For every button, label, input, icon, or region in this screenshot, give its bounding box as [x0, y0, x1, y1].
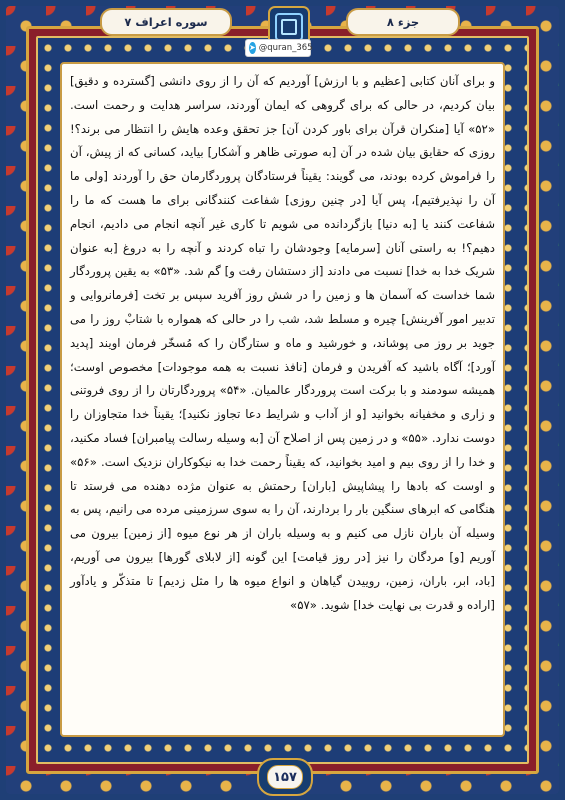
juz-label: جزء ۸ — [346, 8, 460, 36]
page-number-badge — [257, 758, 313, 796]
telegram-icon: ➤ — [249, 43, 256, 52]
surah-label: سوره اعراف ۷ — [100, 8, 232, 36]
channel-handle-badge[interactable] — [245, 39, 311, 57]
page-number: ۱۵۷ — [267, 765, 303, 789]
translation-text-panel — [60, 62, 505, 737]
logo-pattern-icon — [275, 13, 303, 41]
header-band — [60, 8, 505, 34]
translation-paragraph: و برای آنان کتابی [عظیم و با ارزش] آوردیم که آن را از روی دانشی [گسترده و دقیق] بیان کردیم، در حالی که برای گروهی که ایمان آوردند، سراسر هدایت و رحمت است. «۵۲» آیا [منکران قرآن برای باور کردن آن] جز تحقق وعده هایش را انتظار می برند؟! روزی که حقایق بیان شده در آن [به صورتی ظاهر و آشکار] بیاید، کسانی که از پیش، آن را فراموش کرده بودند، می گویند: یقیناً فرستادگان پروردگارمان حق را آوردند [ولی ما آن را نپذیرفتیم]، پس آیا [در چنین روزی] شفاعت کنندگانی برای ما هست که ما را شفاعت کنند یا [به دنیا] بازگردانده می شویم تا کاری غیر آنچه انجام می دادیم، انجام دهیم؟! به راستی آنان [سرمایه] وجودشان را تباه کردند و آنچه را به دروغ [به عنوان شریک خدا به خدا] نسبت می دادند [از دستشان رفت و] گم شد. «۵۳» به یقین پروردگار شما خداست که آسمان ها و زمین را در شش روز آفرید سپس بر تخت [فرمانروایی و تدبیر امور آفرینش] چیره و مسلط شد، شب را در حالی که همواره با شتابْ روز را می جوید بر روز می پوشاند، و خورشید و ماه و ستارگان را که مُسخّر فرمان اویند [پدید آورد]؛ آگاه باشید که آفریدن و فرمان [نافذ نسبت به همه موجودات] مخصوص اوست؛ همیشه سودمند و با برکت است پروردگار عالمیان. «۵۴» پروردگارتان را از روی فروتنی و زاری و مخفیانه بخوانید [و از آداب و شرایط دعا تجاوز نکنید]؛ یقیناً خدا متجاوزان را دوست ندارد. «۵۵» و در زمین پس از اصلاح آن [به وسیله رسالت پیامبران] فساد مکنید، و خدا را از روی بیم و امید بخوانید، که یقیناً رحمت خدا به نیکوکاران نزدیک است. «۵۶» و اوست که بادها را پیشاپیش [باران] رحمتش به عنوان مژده دهنده می فرستد تا هنگامی که ابرهای سنگین بار را بردارند، آن را به سوی سرزمینی مرده می رانیم، پس به وسیله آن باران نازل می کنیم و به وسیله باران از هر نوع میوه [از زمین] بیرون می آوریم [و] مردگان را نیز [در روز قیامت] این گونه [از لابلای گورها] بیرون می آوریم، [باد، ابر، باران، زمین، روییدن گیاهان و انواع میوه ها را مثل زدیم] تا متذکّر و یادآور [اراده و قدرت بی نهایت خدا] شوید. «۵۷» — [70, 74, 495, 612]
channel-handle: @quran_365 — [258, 43, 313, 53]
